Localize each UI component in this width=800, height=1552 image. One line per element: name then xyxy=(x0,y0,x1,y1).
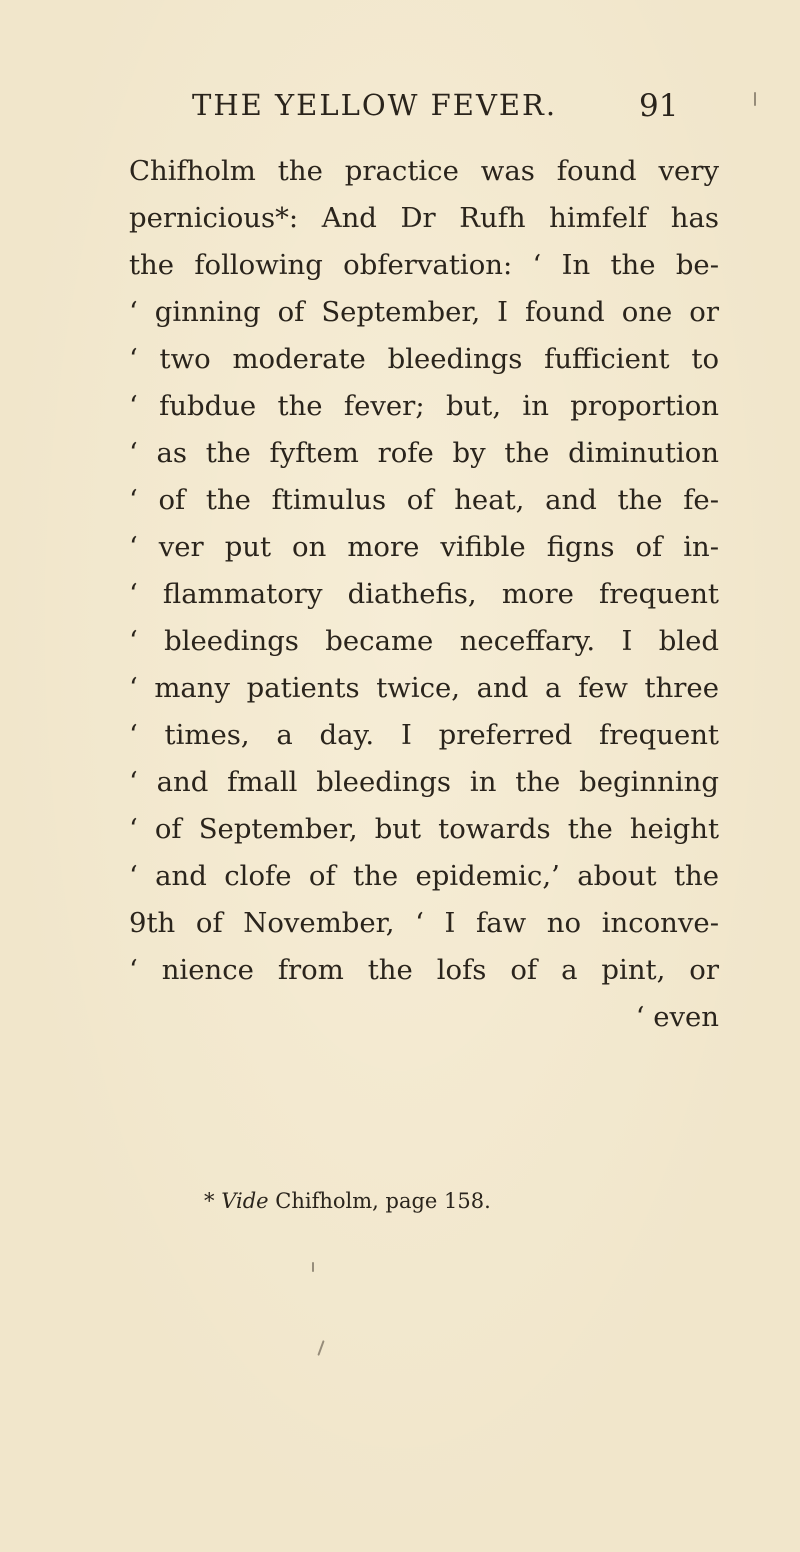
text-line: pernicious*: And Dr Rufh himfelf has xyxy=(129,202,719,234)
text-line: ‘ bleedings became neceffary. I bled xyxy=(129,625,719,657)
catchword: ‘ even xyxy=(635,1001,719,1033)
footnote xyxy=(204,1186,704,1216)
text-line: ‘ of the ftimulus of heat, and the fe- xyxy=(129,484,719,516)
text-line: ‘ many patients twice, and a few three xyxy=(129,672,719,704)
text-line: ‘ times, a day. I preferred frequent xyxy=(129,719,719,751)
text-line: ‘ nience from the lofs of a pint, or xyxy=(129,954,719,986)
text-line: ‘ and clofe of the epidemic,’ about the xyxy=(129,860,719,892)
text-line: ‘ fubdue the fever; but, in proportion xyxy=(129,390,719,422)
text-line: ‘ flammatory diathefis, more frequent xyxy=(129,578,719,610)
text-line: ‘ ginning of September, I found one or xyxy=(129,296,719,328)
running-title: THE YELLOW FEVER. xyxy=(192,88,558,122)
paper-speck xyxy=(317,1340,324,1356)
running-head xyxy=(0,88,800,138)
text-line: Chifholm the practice was found very xyxy=(129,155,719,187)
text-line: ‘ of September, but towards the height xyxy=(129,813,719,845)
text-line: ‘ and fmall bleedings in the beginning xyxy=(129,766,719,798)
text-line: ‘ ver put on more vifible figns of in- xyxy=(129,531,719,563)
text-line: ‘ two moderate bleedings fufficient to xyxy=(129,343,719,375)
text-line: 9th of November, ‘ I faw no inconve- xyxy=(129,907,719,939)
text-line: the following obfervation: ‘ In the be- xyxy=(129,249,719,281)
body-text xyxy=(129,148,719,1041)
paper-speck xyxy=(312,1262,314,1272)
text-line: ‘ as the fyftem rofe by the diminution xyxy=(129,437,719,469)
footnote-vide: Vide xyxy=(221,1189,269,1213)
footnote-reference: Chifholm, page 158. xyxy=(275,1189,491,1213)
paper-speck xyxy=(754,92,756,106)
footnote-marker: * xyxy=(204,1189,215,1213)
page-number: 91 xyxy=(639,88,679,124)
